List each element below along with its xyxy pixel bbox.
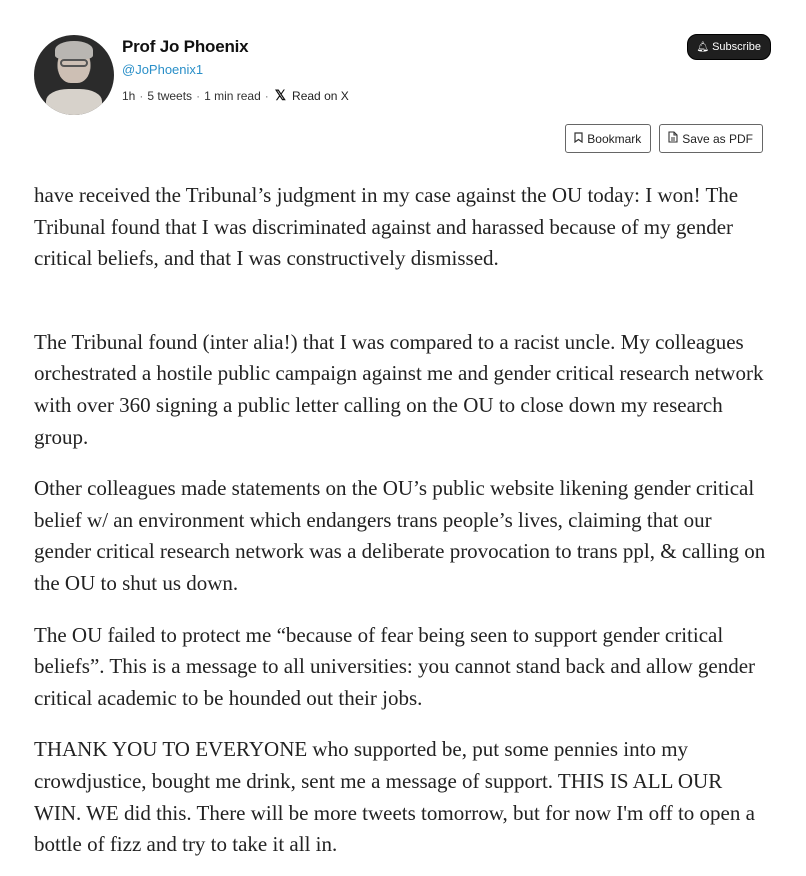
avatar-shirt [46, 89, 102, 115]
meta-separator: · [264, 88, 269, 103]
meta-age: 1h [122, 88, 136, 103]
bell-icon: 🔔︎ [696, 41, 710, 53]
bookmark-icon [574, 132, 583, 146]
subscribe-label: Subscribe [712, 41, 761, 53]
thread-actions [565, 124, 763, 153]
bookmark-button[interactable] [565, 124, 651, 153]
save-pdf-button[interactable] [659, 124, 763, 153]
bookmark-label: Bookmark [587, 131, 642, 146]
x-logo-icon: 𝕏 [274, 87, 287, 103]
tweet-paragraph: The Tribunal found (inter alia!) that I was compared to a racist uncle. My colleagues orchestrated a hostile public campaign against me and gender critical research network with over 360 signing a public letter calling on the OU to close down my research group. [34, 329, 764, 449]
meta-separator: · [139, 88, 144, 103]
meta-tweets: 5 tweets [147, 88, 193, 103]
thread-article [34, 180, 774, 876]
avatar[interactable] [34, 35, 114, 115]
tweet-paragraph: Other colleagues made statements on the OU’s public website likening gender critical belief w/ an environment which endangers trans people’s lives, claiming that our gender critical research network was a deliberate provocation to trans ppl, & calling on the OU to shut us down. [34, 476, 766, 595]
meta-read-time: 1 min read [204, 88, 261, 103]
save-pdf-label: Save as PDF [682, 131, 753, 146]
tweet-paragraph: The OU failed to protect me “because of fear being seen to support gender critical beliefs”. This is a message to all universities: you cannot stand back and allow gender critical academic to be hounded out their jobs. [34, 622, 756, 710]
tweet-paragraph: have received the Tribunal’s judgment in my case against the OU today: I won! The Tribunal found that I was discriminated against and harassed because of my gender critical beliefs, and that I was constructively dismissed. [34, 183, 739, 271]
read-on-x-link[interactable] [275, 87, 349, 104]
avatar-glasses [60, 59, 88, 67]
author-name[interactable]: Prof Jo Phoenix [122, 37, 249, 56]
pdf-file-icon [668, 131, 678, 146]
meta-separator: · [196, 88, 201, 103]
thread-header [34, 34, 774, 116]
author-handle[interactable]: @JoPhoenix1 [122, 62, 204, 77]
avatar-hair [55, 41, 93, 59]
subscribe-button[interactable] [687, 34, 771, 60]
tweet-paragraph: THANK YOU TO EVERYONE who supported be, put some pennies into my crowdjustice, bought me drink, sent me a message of support. THIS IS ALL OUR WIN. WE did this. There will be more tweets tomorrow, but for now I'm off to open a bottle of fizz and try to take it all in. [34, 737, 755, 857]
read-on-x-label: Read on X [292, 88, 349, 103]
thread-meta [122, 87, 349, 104]
